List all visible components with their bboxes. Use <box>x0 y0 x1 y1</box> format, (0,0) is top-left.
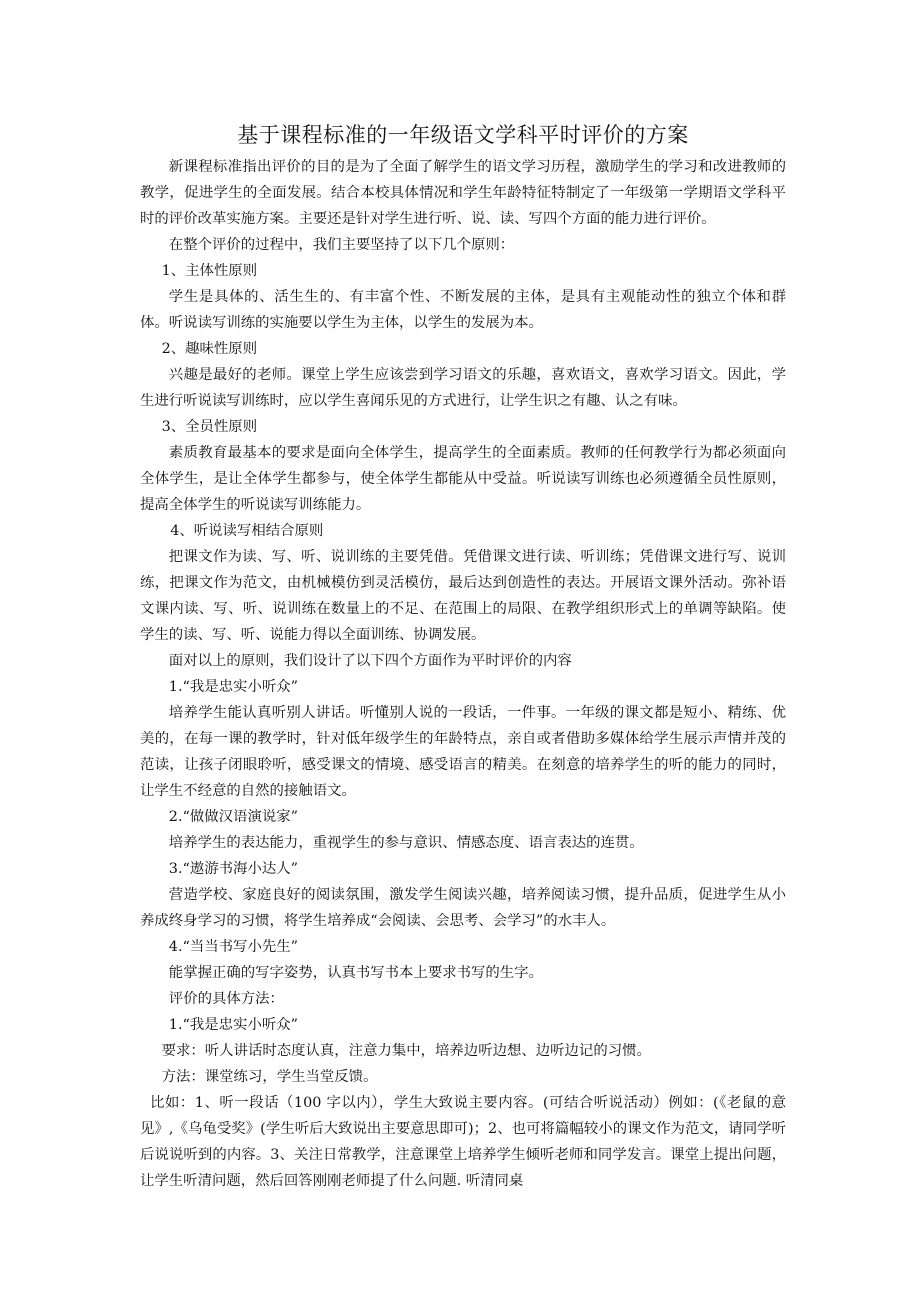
methods-heading: 评价的具体方法： <box>168 991 284 1007</box>
principle-body-3: 素质教育最基本的要求是面向全体学生，提高学生的全面素质。教师的任何教学行为都必须面向全体学生，是让全体学生都参与，使全体学生都能从中受益。听说读写训练也必须遵循全员性原则，提高全体学生的听说读写训练能力。 <box>140 445 786 513</box>
intro-paragraph: 新课程标准指出评价的目的是为了全面了解学生的语文学习历程，激励学生的学习和改进教师的教学，促进学生的全面发展。结合本校具体情况和学生年龄特征特制定了一年级第一学期语文学科平时的评价改革实施方案。主要还是针对学生进行听、说、读、写四个方面的能力进行评价。 <box>140 159 786 227</box>
principle-heading-4: 4、听说读写相结合原则 <box>170 523 324 539</box>
content-body-3: 营造学校、家庭良好的阅读氛围，激发学生阅读兴趣，培养阅读习惯，提升品质，促进学生从小养成终身学习的习惯，将学生培养成“会阅读、会思考、会学习”的水丰人。 <box>140 887 786 929</box>
content-heading-1: 1.“我是忠实小听众” <box>168 679 298 695</box>
content-body-1: 培养学生能认真听别人讲话。听懂别人说的一段话，一件事。一年级的课文都是短小、精练、优美的，在每一课的教学时，针对低年级学生的年龄特点，亲自或者借助多媒体给学生展示声情并茂的范读，让孩子闭眼聆听，感受课文的情境、感受语言的精美。在刻意的培养学生的听的能力的同时，让学生不经意的自然的接触语文。 <box>140 705 786 799</box>
method-requirement: 要求：听人讲话时态度认真，注意力集中，培养边听边想、边听边记的习惯。 <box>161 1043 651 1059</box>
document-title: 基于课程标准的一年级语文学科平时评价的方案 <box>237 123 689 147</box>
method-approach: 方法：课堂练习，学生当堂反馈。 <box>161 1069 378 1085</box>
principle-heading-2: 2、趣味性原则 <box>161 341 258 357</box>
content-body-2: 培养学生的表达能力，重视学生的参与意识、情感态度、语言表达的连贯。 <box>168 835 644 851</box>
content-heading-4: 4.“当当书写小先生” <box>168 939 298 955</box>
principle-heading-1: 1、主体性原则 <box>161 263 258 279</box>
principles-intro: 在整个评价的过程中，我们主要坚持了以下几个原则： <box>168 237 515 253</box>
principle-body-4: 把课文作为读、写、听、说训练的主要凭借。凭借课文进行读、听训练；凭借课文进行写、说训练，把课文作为范文，由机械模仿到灵活模仿，最后达到创造性的表达。开展语文课外活动。弥补语文课内读、写、听、说训练在数量上的不足、在范围上的局限、在教学组织形式上的单调等缺陷。使学生的读、写、听、说能力得以全面训练、协调发展。 <box>140 549 786 643</box>
principle-body-2: 兴趣是最好的老师。课堂上学生应该尝到学习语文的乐趣，喜欢语文，喜欢学习语文。因此，学生进行听说读写训练时，应以学生喜闻乐见的方式进行，让学生识之有趣、认之有味。 <box>140 367 786 409</box>
content-intro: 面对以上的原则，我们设计了以下四个方面作为平时评价的内容 <box>168 653 572 669</box>
principle-body-1: 学生是具体的、活生生的、有丰富个性、不断发展的主体，是具有主观能动性的独立个体和群体。听说读写训练的实施要以学生为主体，以学生的发展为本。 <box>140 289 786 331</box>
content-body-4: 能掌握正确的写字姿势，认真书写书本上要求书写的生字。 <box>168 965 543 981</box>
document-page <box>140 120 786 1194</box>
method-example: 比如：1、听一段话（100 字以内），学生大致说主要内容。(可结合听说活动）例如：(《老鼠的意见》,《乌龟受奖》(学生听后大致说出主要意思即可)；2、也可将篇幅较小的课文作为范文，请同学听后说说听到的内容。3、关注日常教学，注意课堂上培养学生倾听老师和同学发言。课堂上提出问题，让学生听清问题，然后回答刚刚老师提了什么问题. 听清同桌 <box>140 1095 786 1189</box>
method-heading-1: 1.“我是忠实小听众” <box>168 1017 298 1033</box>
principle-heading-3: 3、全员性原则 <box>161 419 258 435</box>
content-heading-2: 2.“做做汉语演说家” <box>168 809 298 825</box>
content-heading-3: 3.“遨游书海小达人” <box>168 861 298 877</box>
